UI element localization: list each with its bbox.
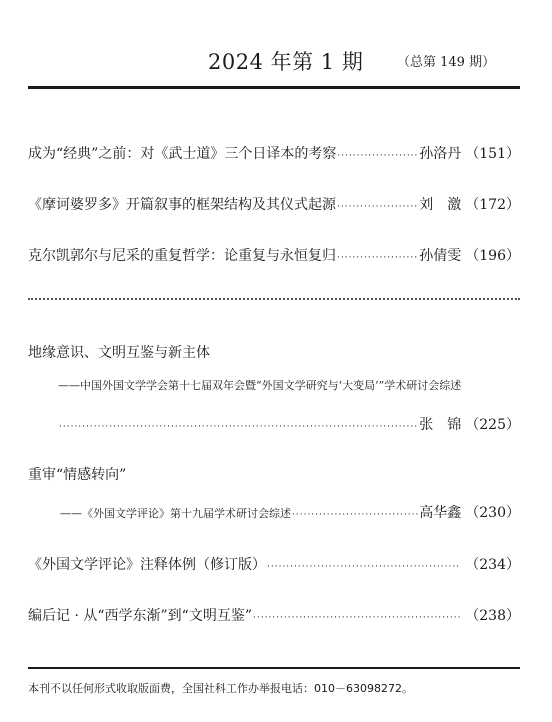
issue-total-number: （总第 149 期） [397, 55, 496, 70]
report-subtitle: ——中国外国文学学会第十七届双年会暨“外国文学研究与‘大变局’”学术研讨会综述 [58, 379, 462, 392]
dot-leader [253, 613, 460, 623]
toc-entry[interactable] [28, 554, 520, 574]
report-title[interactable]: 地缘意识、文明互鉴与新主体 [28, 345, 210, 361]
toc-entry[interactable] [28, 245, 520, 265]
report-author: 高华鑫 [419, 505, 462, 521]
article-title: 《摩诃婆罗多》开篇叙事的框架结构及其仪式起源 [28, 197, 336, 213]
dot-leader [267, 562, 460, 572]
section-divider [28, 298, 520, 300]
page-number: （234） [465, 557, 520, 573]
page-number: （151） [465, 146, 520, 162]
misc-title: 《外国文学评论》注释体例（修订版） [28, 557, 266, 573]
report-subtitle: ——《外国文学评论》第十九届学术研讨会综述 [60, 507, 291, 520]
article-title: 成为“经典”之前：对《武士道》三个日译本的考察 [28, 146, 337, 162]
top-rule [28, 86, 520, 89]
dot-leader [337, 202, 418, 212]
page-number: （172） [465, 197, 520, 213]
toc-entry[interactable] [60, 502, 520, 522]
toc-entry[interactable] [28, 605, 520, 625]
issue-number: 2024 年第 1 期 [208, 50, 364, 74]
misc-title: 编后记 · 从“西学东渐”到“文明互鉴” [28, 608, 252, 624]
issue-header [0, 46, 552, 76]
toc-entry[interactable] [58, 414, 520, 434]
dot-leader [337, 253, 418, 263]
article-author: 孙洛丹 [419, 146, 462, 162]
page-number: （225） [465, 417, 520, 433]
dot-leader [337, 151, 418, 161]
article-author: 刘 激 [419, 197, 462, 213]
page-number: （238） [465, 608, 520, 624]
bottom-rule [28, 667, 520, 669]
dot-leader [59, 422, 418, 432]
page-number: （230） [465, 505, 520, 521]
article-title: 克尔凯郭尔与尼采的重复哲学：论重复与永恒复归 [28, 248, 336, 264]
report-title[interactable]: 重审“情感转向” [28, 467, 127, 483]
report-author: 张 锦 [419, 417, 462, 433]
dot-leader [292, 510, 418, 520]
footer-notice: 本刊不以任何形式收取版面费，全国社科工作办举报电话：010－63098272。 [28, 682, 413, 695]
page-number: （196） [465, 248, 520, 264]
toc-entry[interactable] [28, 194, 520, 214]
toc-entry[interactable] [28, 143, 520, 163]
article-author: 孙倩雯 [419, 248, 462, 264]
